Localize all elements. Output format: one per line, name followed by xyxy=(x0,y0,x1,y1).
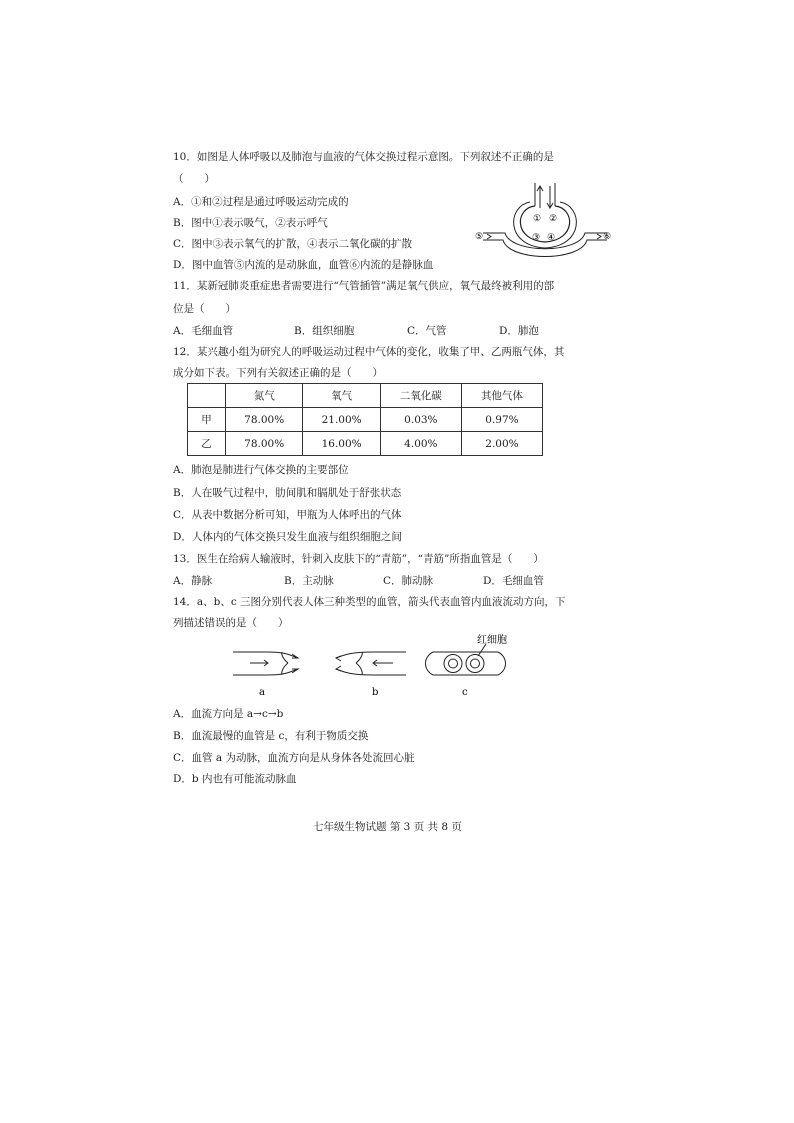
q11-option-d: D．肺泡 xyxy=(499,325,539,337)
label-3: ③ xyxy=(532,233,541,243)
q14-stem-line1: 14．a、b、c 三图分别代表人体三种类型的血管，箭头代表血管内血液流动方向，下 xyxy=(173,596,566,608)
q14-stem-line2: 列描述错误的是（ ） xyxy=(173,617,289,629)
label-red-blood-cell: 红细胞 xyxy=(477,635,507,646)
q10-stem: 10．如图是人体呼吸以及肺泡与血液的气体交换过程示意图。下列叙述不正确的是 xyxy=(173,151,554,163)
q13-option-c: C．肺动脉 xyxy=(383,575,434,587)
q11-option-a: A．毛细血管 xyxy=(173,325,234,337)
q11-option-b: B．组织细胞 xyxy=(294,325,355,337)
q11-stem-line2: 位是（ ） xyxy=(173,303,236,315)
table-cell: 16.00% xyxy=(303,432,380,456)
label-1: ① xyxy=(533,214,542,224)
table-cell: 0.97% xyxy=(461,408,542,432)
table-header-cell: 其他气体 xyxy=(461,384,542,408)
q14-option-a: A．血流方向是 a→c→b xyxy=(173,708,284,720)
table-header-cell: 氮气 xyxy=(226,384,303,408)
table-cell: 78.00% xyxy=(226,408,303,432)
table-cell: 2.00% xyxy=(461,432,542,456)
label-2: ② xyxy=(549,214,558,224)
table-cell: 甲 xyxy=(188,408,226,432)
label-c: c xyxy=(462,687,468,698)
q10-option-b: B．图中①表示吸气，②表示呼气 xyxy=(173,217,328,229)
table-header-row xyxy=(188,384,543,408)
q11-option-c: C．气管 xyxy=(407,325,447,337)
q13-stem: 13．医生在给病人输液时，针刺入皮肤下的“青筋”，“青筋”所指血管是（ ） xyxy=(173,553,544,565)
table-header-cell: 二氧化碳 xyxy=(380,384,461,408)
q10-option-c: C．图中③表示氧气的扩散，④表示二氧化碳的扩散 xyxy=(173,238,413,250)
q12-option-b: B．人在吸气过程中，肋间肌和膈肌处于舒张状态 xyxy=(173,487,402,499)
q12-stem-line2: 成分如下表。下列有关叙述正确的是（ ） xyxy=(173,367,383,379)
label-b: b xyxy=(372,687,379,698)
q14-option-b: B．血流最慢的血管是 c，有利于物质交换 xyxy=(173,730,369,742)
label-5: ⑤ xyxy=(475,232,484,242)
label-4: ④ xyxy=(547,233,556,243)
label-a: a xyxy=(259,687,265,698)
table-row xyxy=(188,432,543,456)
q14-option-c: C．血管 a 为动脉，血流方向是从身体各处流回心脏 xyxy=(173,752,415,764)
q10-option-a: A．①和②过程是通过呼吸运动完成的 xyxy=(173,196,349,208)
table-row xyxy=(188,408,543,432)
q12-option-d: D．人体内的气体交换只发生血液与组织细胞之间 xyxy=(173,531,402,543)
table-header-cell xyxy=(188,384,226,408)
table-header-cell: 氧气 xyxy=(303,384,380,408)
q10-option-d: D．图中血管⑤内流的是动脉血，血管⑥内流的是静脉血 xyxy=(173,259,434,271)
table-cell: 21.00% xyxy=(303,408,380,432)
table-cell: 0.03% xyxy=(380,408,461,432)
blood-vessel-diagram xyxy=(228,632,528,700)
q13-option-a: A．静脉 xyxy=(173,575,213,587)
label-6: ⑥ xyxy=(603,232,612,242)
q11-stem-line1: 11．某新冠肺炎重症患者需要进行“气管插管”满足氧气供应，氧气最终被利用的部 xyxy=(173,280,555,292)
q14-option-d: D．b 内也有可能流动脉血 xyxy=(173,773,297,785)
table-cell: 4.00% xyxy=(380,432,461,456)
table-cell: 乙 xyxy=(188,432,226,456)
q12-option-c: C．从表中数据分析可知，甲瓶为人体呼出的气体 xyxy=(173,509,402,521)
q12-stem-line1: 12．某兴趣小组为研究人的呼吸运动过程中气体的变化，收集了甲、乙两瓶气体，其 xyxy=(173,346,565,358)
table-cell: 78.00% xyxy=(226,432,303,456)
gas-composition-table xyxy=(187,383,543,456)
page-footer: 七年级生物试题 第 3 页 共 8 页 xyxy=(313,821,462,833)
q13-option-b: B．主动脉 xyxy=(284,575,334,587)
q10-blank: （ ） xyxy=(173,173,215,185)
alveolus-gas-exchange-diagram xyxy=(475,178,615,263)
q13-option-d: D．毛细血管 xyxy=(483,575,544,587)
q12-option-a: A．肺泡是肺进行气体交换的主要部位 xyxy=(173,464,349,476)
